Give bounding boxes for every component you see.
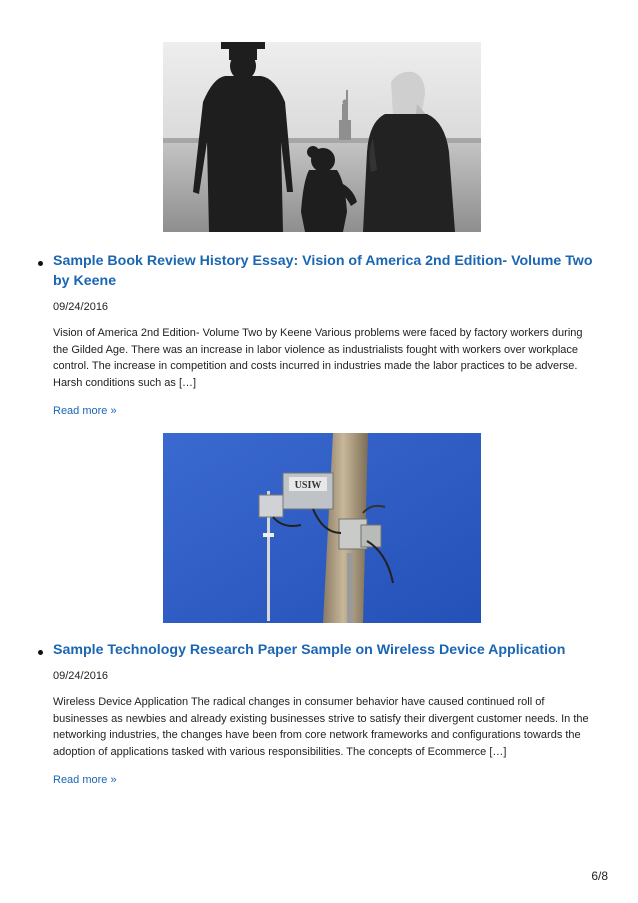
read-more-link[interactable]: Read more » — [53, 774, 117, 786]
post-title — [38, 251, 598, 291]
read-more-link[interactable]: Read more » — [53, 405, 117, 417]
post-title-link[interactable]: Sample Technology Research Paper Sample on Wireless Device Application — [53, 642, 566, 658]
post-title — [38, 640, 598, 660]
bullet-icon — [38, 261, 43, 266]
post-excerpt: Vision of America 2nd Edition- Volume Two by Keene Various problems were faced by factory workers during the Gilded Age. There was an increase in labor violence as industrialists fought with workers over workplace control. The increase in competition and costs incurred in industries made the labor practices to be adverse. Harsh conditions such as […] — [53, 327, 583, 389]
post-item — [38, 640, 598, 788]
post-item — [38, 251, 598, 419]
post-1-thumbnail — [163, 42, 481, 232]
post-excerpt: Wireless Device Application The radical changes in consumer behavior have caused continued roll of businesses as newbies and already existing businesses strive to satisfy their divergent customer needs. In the networking industries, the changes have been from core network frameworks and configurations towards the adoption of applications tasked with various responsibilities. The concepts of Ecommerce […] — [53, 696, 589, 758]
post-2-thumbnail — [163, 433, 481, 623]
post-body — [53, 300, 598, 419]
post-title-link[interactable]: Sample Book Review History Essay: Vision of America 2nd Edition- Volume Two by Keene — [53, 253, 593, 289]
device-sign-text: USIW — [294, 480, 322, 491]
post-date: 09/24/2016 — [53, 670, 109, 682]
page-number: 6/8 — [591, 869, 608, 883]
post-date: 09/24/2016 — [53, 301, 109, 313]
bullet-icon — [38, 650, 43, 655]
post-body — [53, 669, 598, 788]
